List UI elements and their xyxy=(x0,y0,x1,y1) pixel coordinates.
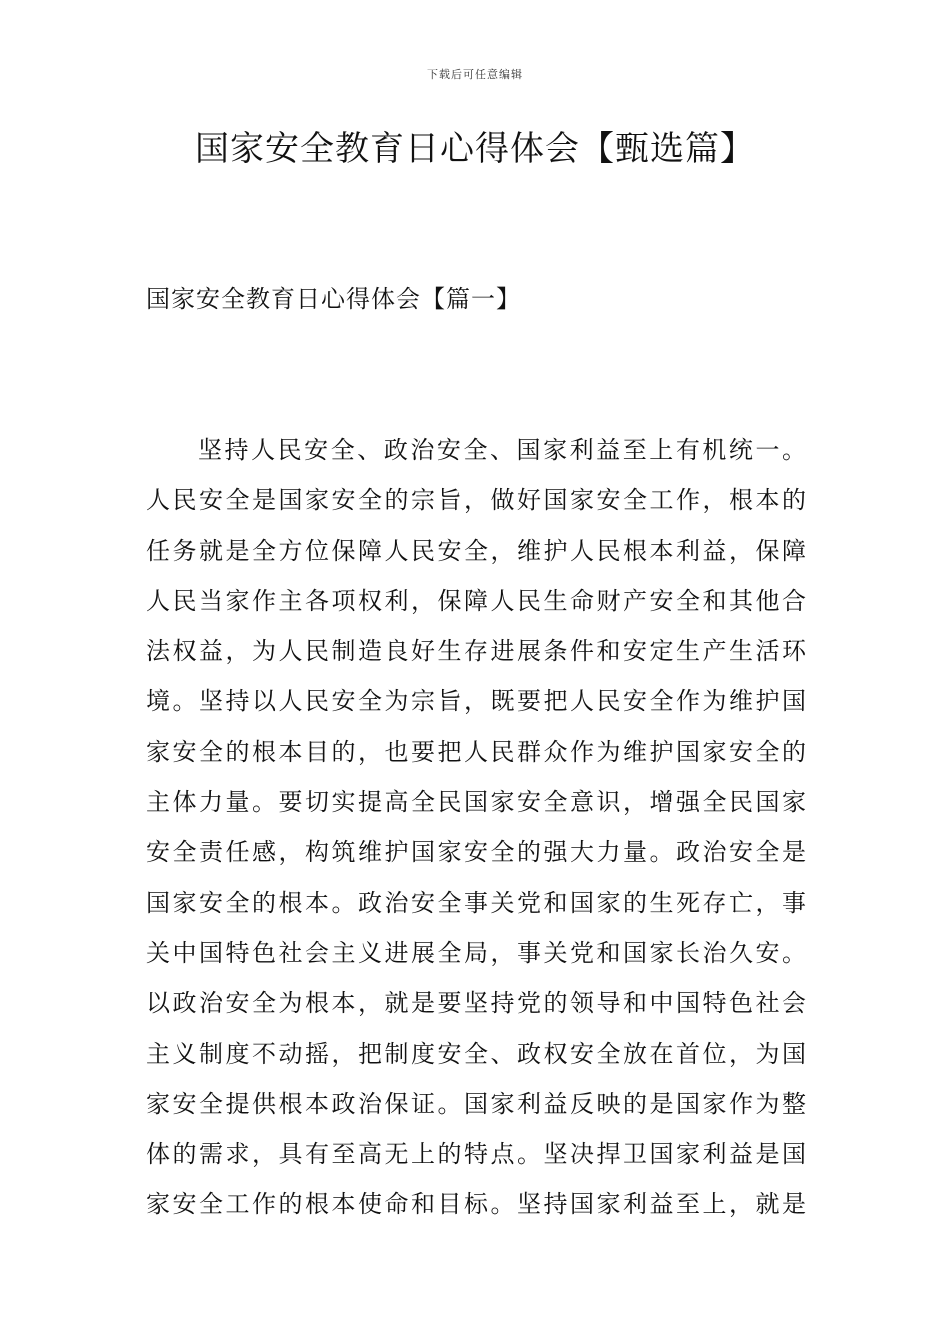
body-line: 安全责任感，构筑维护国家安全的强大力量。政治安全是 xyxy=(146,838,806,867)
body-line: 以政治安全为根本，就是要坚持党的领导和中国特色社会 xyxy=(146,989,806,1018)
body-line: 主体力量。要切实提高全民国家安全意识，增强全民国家 xyxy=(146,788,806,817)
body-line: 坚持人民安全、政治安全、国家利益至上有机统一。 xyxy=(198,436,806,464)
body-line: 国家安全的根本。政治安全事关党和国家的生死存亡，事 xyxy=(146,888,806,917)
body-line: 家安全的根本目的，也要把人民群众作为维护国家安全的 xyxy=(146,737,806,766)
body-line: 任务就是全方位保障人民安全，维护人民根本利益，保障 xyxy=(146,536,806,565)
body-line: 主义制度不动摇，把制度安全、政权安全放在首位，为国 xyxy=(146,1039,806,1068)
body-line: 法权益，为人民制造良好生存进展条件和安定生产生活环 xyxy=(146,637,806,666)
header-note: 下载后可任意编辑 xyxy=(427,68,523,81)
section-heading: 国家安全教育日心得体会【篇一】 xyxy=(146,285,521,313)
body-line: 关中国特色社会主义进展全局，事关党和国家长治久安。 xyxy=(146,938,806,967)
body-line: 家安全提供根本政治保证。国家利益反映的是国家作为整 xyxy=(146,1089,806,1118)
body-line: 家安全工作的根本使命和目标。坚持国家利益至上，就是 xyxy=(146,1190,806,1219)
document-title: 国家安全教育日心得体会【甄选篇】 xyxy=(195,129,755,169)
body-line: 人民安全是国家安全的宗旨，做好国家安全工作，根本的 xyxy=(146,486,806,515)
body-line: 体的需求，具有至高无上的特点。坚决捍卫国家利益是国 xyxy=(146,1140,806,1169)
body-line: 境。坚持以人民安全为宗旨，既要把人民安全作为维护国 xyxy=(146,687,806,716)
body-paragraph xyxy=(146,425,806,1230)
body-line: 人民当家作主各项权利，保障人民生命财产安全和其他合 xyxy=(146,586,806,615)
